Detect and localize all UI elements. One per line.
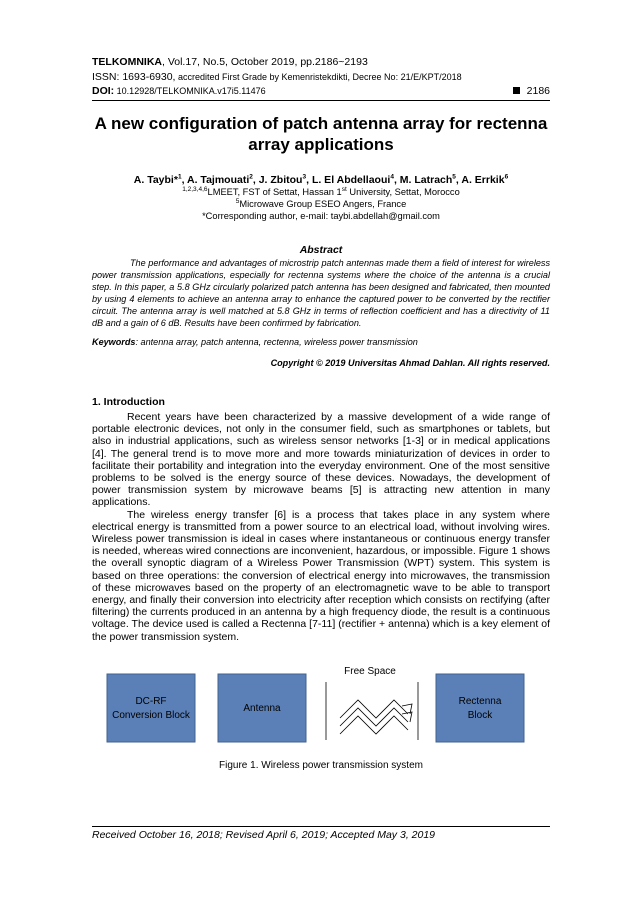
author: A. Tajmouati$^2$,: [187, 173, 259, 186]
author: A. Errkik$^6$: [461, 173, 509, 186]
figure-caption: Figure 1. Wireless power transmission system: [219, 760, 423, 771]
keywords-text: : antenna array, patch antenna, rectenna, wireless power transmission: [135, 337, 418, 347]
affiliation-2: $^5$Microwave Group ESEO Angers, France: [235, 197, 407, 209]
rectenna-block: [436, 674, 524, 742]
rectenna-label-1: Rectenna: [458, 696, 502, 707]
journal-citation: [92, 56, 368, 69]
section-heading: 1. Introduction: [92, 396, 165, 408]
header-rule: [92, 100, 550, 101]
journal-volume: , Vol.17, No.5, October 2019, pp.2186~2193: [162, 56, 368, 68]
keywords-label: Keywords: [92, 337, 136, 347]
copyright: Copyright © 2019 Universitas Ahmad Dahlan. All rights reserved.: [270, 358, 550, 368]
dc-rf-label-2: Conversion Block: [112, 710, 190, 721]
footer-rule: [92, 826, 550, 827]
received-dates: Received October 16, 2018; Revised April 6, 2019; Accepted May 3, 2019: [92, 829, 436, 841]
issn: ISSN: 1693-6930,: [92, 71, 176, 83]
page-number-text: 2186: [526, 85, 550, 97]
antenna-block: [218, 674, 306, 742]
free-space-label: Free Space: [344, 666, 396, 677]
paragraph: The wireless energy transfer [6] is a process that takes place in any system where electrical energy is transmitted from a power source to an electrical load, without involving wires. Wireless power transmission is ideal in cases where instantaneous or continuous energy transfer is needed, whereas wired connections are inconvenient, hazardous, or impossible. Figure 1 shows the overall synoptic diagram of a Wireless Power Transmission (WPT) system. This system is based on three operations: the conversion of electrical energy into microwaves, the transmission of these microwaves based on the property of an electromagnetic wave to be able to transport energy, and finally their conversion into electricity after reception which consists on rectifying (after filtering) the currents produced in an antenna by a high frequency diode, the result is a continuous voltage. The device used is called a Rectenna [7-11] (rectifier + antenna) which is a key element of the power transmission system.: [92, 508, 550, 643]
free-space-region: [326, 682, 418, 740]
dc-rf-label-1: DC-RF: [135, 696, 167, 707]
doi-line: [92, 85, 266, 98]
issn-line: [92, 71, 462, 84]
doi-label: DOI:: [92, 85, 115, 97]
author-list: [92, 174, 550, 186]
paper-title: A new configuration of patch antenna array for rectenna array applications: [94, 114, 548, 154]
abstract-text: The performance and advantages of microstrip patch antennas made them a field of interest for wireless power transmission applications, especially for rectenna systems where the choice of the antenna is a crucial step. In this paper, a 5.8 GHz circularly polarized patch antenna has been designed and fabricated, then mounted by using 4 elements to achieve an antenna array to enhance the captured power to be converted by the rectifier circuit. The antenna array is well matched at 5.8 GHz in terms of reflection coefficient and has a directivity of 11 dB and a gain of 6 dB. Results have been confirmed by fabrication.: [92, 258, 550, 328]
section-body: [92, 411, 550, 643]
rectenna-label-2: Block: [467, 710, 493, 721]
dc-rf-block: [107, 674, 195, 742]
page-number: [513, 85, 550, 97]
accreditation: accredited First Grade by Kemenristekdikti, Decree No: 21/E/KPT/2018: [175, 72, 462, 82]
doi-value: 10.12928/TELKOMNIKA.v17i5.11476: [114, 86, 266, 96]
keywords: [92, 337, 550, 347]
author: M. Latrach$^5$,: [399, 173, 462, 186]
author: L. El Abdellaoui$^4$,: [311, 173, 400, 186]
corresponding-author: *Corresponding author, e-mail: taybi.abdellah@gmail.com: [202, 211, 440, 221]
author: J. Zbitou$^3$,: [258, 173, 312, 186]
affiliation-1: $^{1,2,3,4,6}$LMEET, FST of Settat, Hassan 1st University, Settat, Morocco: [182, 185, 460, 197]
antenna-label: Antenna: [243, 703, 281, 714]
wave-arrow-bottom: [340, 716, 408, 734]
paragraph: Recent years have been characterized by a massive development of a wide range of portable electronic devices, not only in the consumer field, such as smartphones or tablets, but also in industrial applications, such as wireless sensor networks [1-3] or in medical applications [4]. The general trend is to move more and more towards miniaturization of devices in order to facilitate their portability and integration into the everyday environment. One of the most sensitive problems to be solved is the energy source of these devices. Nowadays, the development of power transmission system by microwave beams [5] is attracting new attention in many applications.: [92, 411, 550, 509]
square-bullet-icon: [513, 87, 520, 94]
author: A. Taybi*$^1$,: [133, 173, 188, 186]
wpt-diagram: [92, 660, 550, 755]
journal-name: TELKOMNIKA: [92, 56, 162, 68]
abstract-heading: Abstract: [299, 244, 343, 256]
